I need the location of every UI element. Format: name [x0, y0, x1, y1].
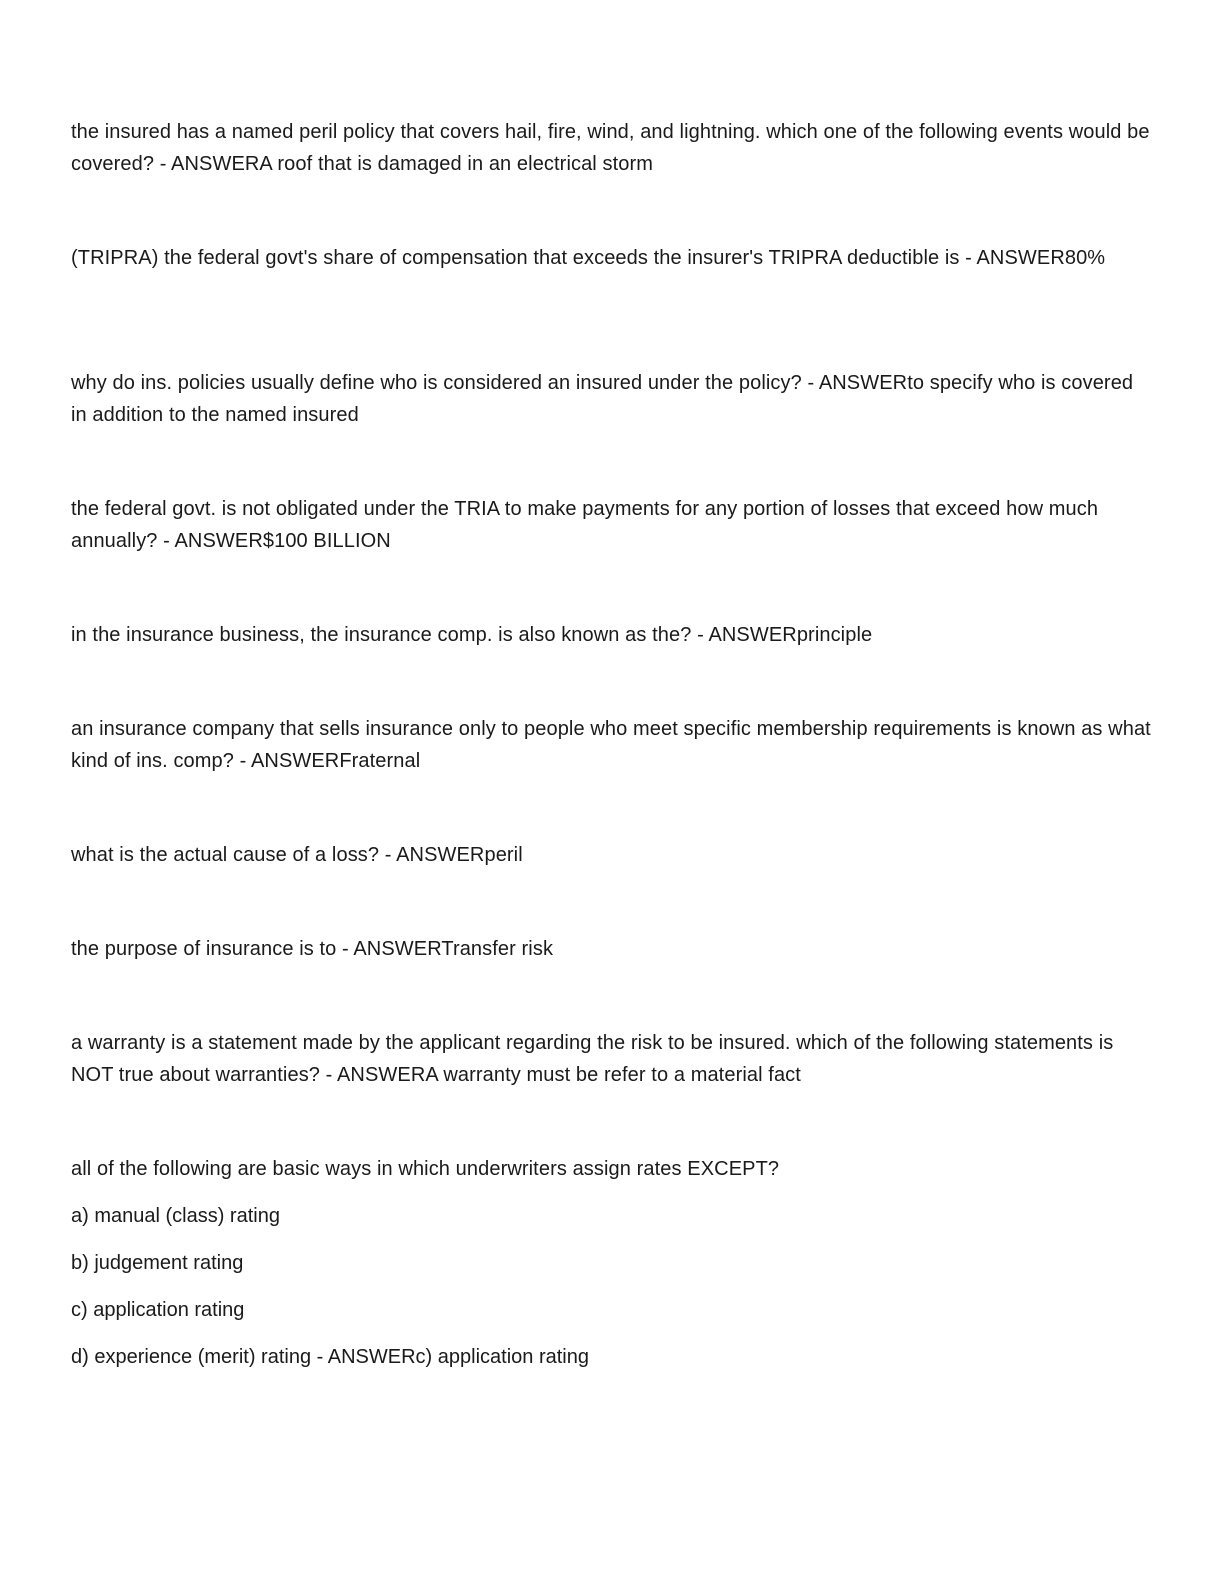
qa-item-5: in the insurance business, the insurance comp. is also known as the? - ANSWERprinciple: [71, 624, 873, 646]
qa-item-4: the federal govt. is not obligated under the TRIA to make payments for any portion of losses that exceed how much annually? - ANSWER$100 BILLION: [71, 498, 1099, 552]
final-option-a: a) manual (class) rating: [71, 1205, 280, 1227]
qa-item-6: an insurance company that sells insurance only to people who meet specific membership requirements is known as what kind of ins. comp? - ANSWERFraternal: [71, 718, 1151, 772]
qa-item-1: the insured has a named peril policy that covers hail, fire, wind, and lightning. which one of the following events would be covered? - ANSWERA roof that is damaged in an electrical storm: [71, 121, 1150, 175]
final-option-b: b) judgement rating: [71, 1252, 244, 1274]
qa-item-2: (TRIPRA) the federal govt's share of compensation that exceeds the insurer's TRIPRA deductible is - ANSWER80%: [71, 247, 1106, 269]
final-option-d: d) experience (merit) rating - ANSWERc) application rating: [71, 1346, 589, 1368]
qa-item-3: why do ins. policies usually define who is considered an insured under the policy? - ANSWERto specify who is covered in addition to the named insured: [71, 372, 1134, 426]
final-option-c: c) application rating: [71, 1299, 245, 1321]
qa-item-7: what is the actual cause of a loss? - ANSWERperil: [71, 844, 523, 866]
qa-item-8: the purpose of insurance is to - ANSWERTransfer risk: [71, 938, 554, 960]
qa-item-9: a warranty is a statement made by the applicant regarding the risk to be insured. which of the following statements is NOT true about warranties? - ANSWERA warranty must be refer to a material fact: [71, 1032, 1114, 1086]
final-question: all of the following are basic ways in which underwriters assign rates EXCEPT?: [71, 1158, 780, 1180]
